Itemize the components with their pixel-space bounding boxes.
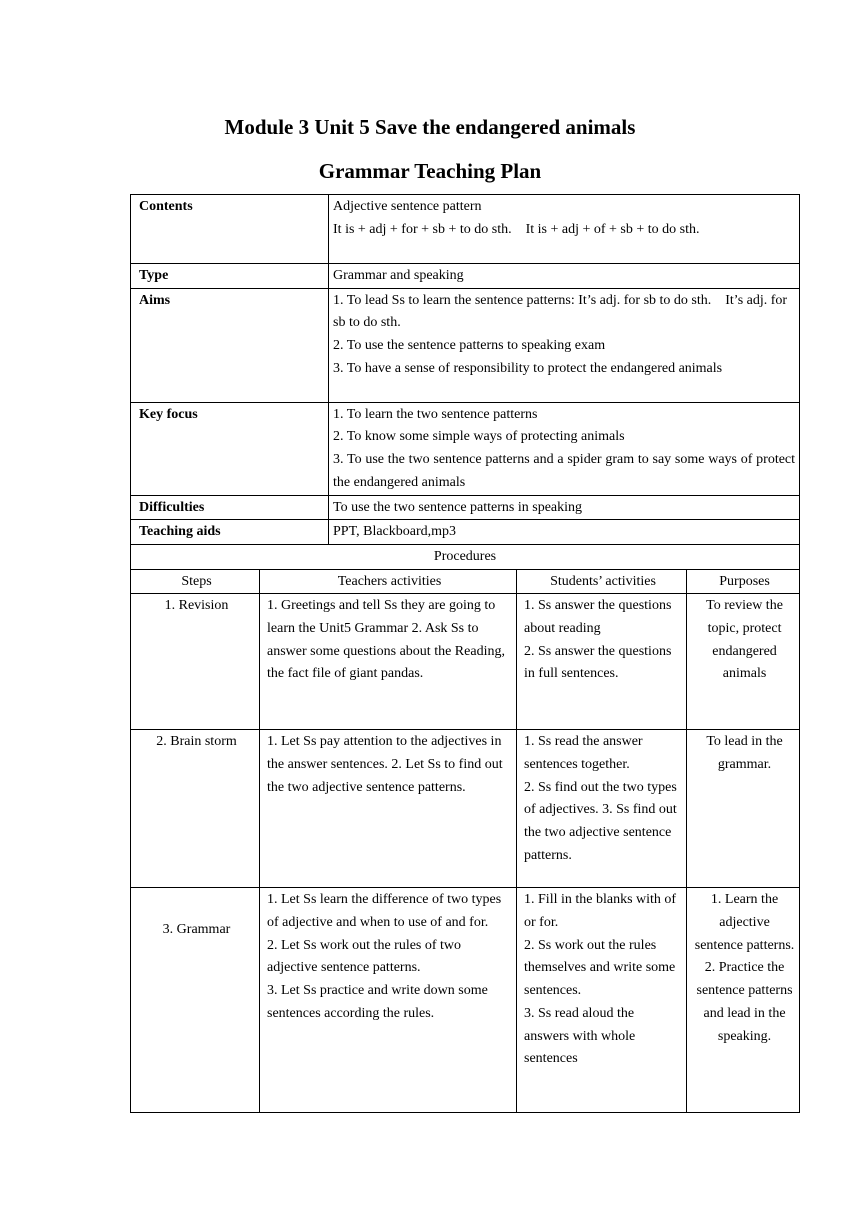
student-line: sentences. bbox=[524, 983, 582, 999]
difficulties-label: Difficulties bbox=[131, 495, 329, 520]
procedures-header-row bbox=[131, 569, 800, 594]
contents-value bbox=[329, 195, 800, 264]
key-focus-value bbox=[329, 402, 800, 495]
step-cell: 1. Revision bbox=[131, 594, 260, 730]
contents-row bbox=[131, 195, 800, 264]
student-activity-cell bbox=[517, 888, 687, 1113]
aims-row bbox=[131, 288, 800, 402]
key-focus-row bbox=[131, 402, 800, 495]
student-activity-cell bbox=[517, 594, 687, 730]
difficulties-row bbox=[131, 495, 800, 520]
student-activity-cell bbox=[517, 730, 687, 888]
type-label: Type bbox=[131, 264, 329, 289]
aims-label: Aims bbox=[131, 288, 329, 402]
table-row bbox=[131, 888, 800, 1113]
student-line: 2. Ss find out the two types of adjectives. 3. Ss find out the two adjective sentence patterns. bbox=[524, 779, 677, 863]
contents-line: Adjective sentence pattern bbox=[333, 199, 482, 214]
student-line: 1. Ss read the answer sentences together. bbox=[524, 734, 643, 773]
column-header-students: Students’ activities bbox=[517, 569, 687, 594]
teaching-aids-row bbox=[131, 520, 800, 545]
student-line: 1. Fill in the blanks with of or for. bbox=[524, 892, 677, 931]
table-row bbox=[131, 594, 800, 730]
document-subtitle: Grammar Teaching Plan bbox=[318, 159, 542, 183]
teacher-line: 1. Let Ss pay attention to the adjectives in the answer sentences. 2. Let Ss to find out the two adjective sentence patterns. bbox=[267, 734, 503, 795]
teacher-line: 3. Let Ss practice and write down some sentences according the rules. bbox=[267, 983, 488, 1021]
purpose-cell: To review the topic, protect endangered animals bbox=[687, 594, 800, 730]
teacher-line: 1. Greetings and tell Ss they are going to learn the Unit5 Grammar 2. Ask Ss to answer some questions about the Reading, the fact file of giant pandas. bbox=[267, 598, 505, 682]
student-line: 2. Ss answer the questions in full sentences. bbox=[524, 643, 672, 682]
focus-line: 2. To know some simple ways of protecting animals bbox=[333, 429, 625, 445]
teaching-aids-value: PPT, Blackboard,mp3 bbox=[329, 520, 800, 545]
aims-line: 3. To have a sense of responsibility to protect the endangered animals bbox=[333, 360, 723, 376]
teacher-activity-cell bbox=[260, 888, 517, 1113]
procedures-heading-row bbox=[131, 544, 800, 569]
step-cell: 3. Grammar bbox=[131, 888, 260, 1113]
focus-line: 3. To use the two sentence patterns and a spider gram to say some ways of protect the endangered animals bbox=[333, 452, 796, 490]
teaching-aids-label: Teaching aids bbox=[131, 520, 329, 545]
step-cell: 2. Brain storm bbox=[131, 730, 260, 888]
purpose-cell: To lead in the grammar. bbox=[687, 730, 800, 888]
student-line: 3. Ss read aloud the answers with whole sentences bbox=[524, 1005, 636, 1067]
contents-line: It is + adj + for + sb + to do sth. It is + adj + of + sb + to do sth. bbox=[333, 221, 700, 237]
key-focus-label: Key focus bbox=[131, 402, 329, 495]
column-header-teachers: Teachers activities bbox=[260, 569, 517, 594]
focus-line: 1. To learn the two sentence patterns bbox=[333, 406, 538, 422]
difficulties-value: To use the two sentence patterns in speaking bbox=[329, 495, 800, 520]
student-line: 2. Ss work out the rules themselves and write some bbox=[524, 937, 676, 976]
aims-line: 2. To use the sentence patterns to speaking exam bbox=[333, 338, 606, 354]
student-line: 1. Ss answer the questions about reading bbox=[524, 598, 672, 637]
aims-line: 1. To lead Ss to learn the sentence patterns: It’s adj. for sb to do sth. It’s adj. for sb to do sth. bbox=[333, 292, 788, 331]
teacher-line: 1. Let Ss learn the difference of two types of adjective and when to use of and for. bbox=[267, 892, 502, 931]
table-row bbox=[131, 730, 800, 888]
document-title: Module 3 Unit 5 Save the endangered animals bbox=[224, 115, 636, 139]
type-row bbox=[131, 264, 800, 289]
type-value: Grammar and speaking bbox=[329, 264, 800, 289]
purpose-cell: 1. Learn the adjective sentence patterns. 2. Practice the sentence patterns and lead in the speaking. bbox=[687, 888, 800, 1113]
procedures-heading: Procedures bbox=[131, 544, 800, 569]
teaching-plan-table bbox=[130, 194, 812, 1113]
teacher-line: 2. Let Ss work out the rules of two adjective sentence patterns. bbox=[267, 937, 462, 976]
column-header-steps: Steps bbox=[131, 569, 260, 594]
column-header-purposes: Purposes bbox=[687, 569, 800, 594]
teacher-activity-cell bbox=[260, 594, 517, 730]
aims-value bbox=[329, 288, 800, 402]
contents-label: Contents bbox=[131, 195, 329, 264]
teacher-activity-cell bbox=[260, 730, 517, 888]
